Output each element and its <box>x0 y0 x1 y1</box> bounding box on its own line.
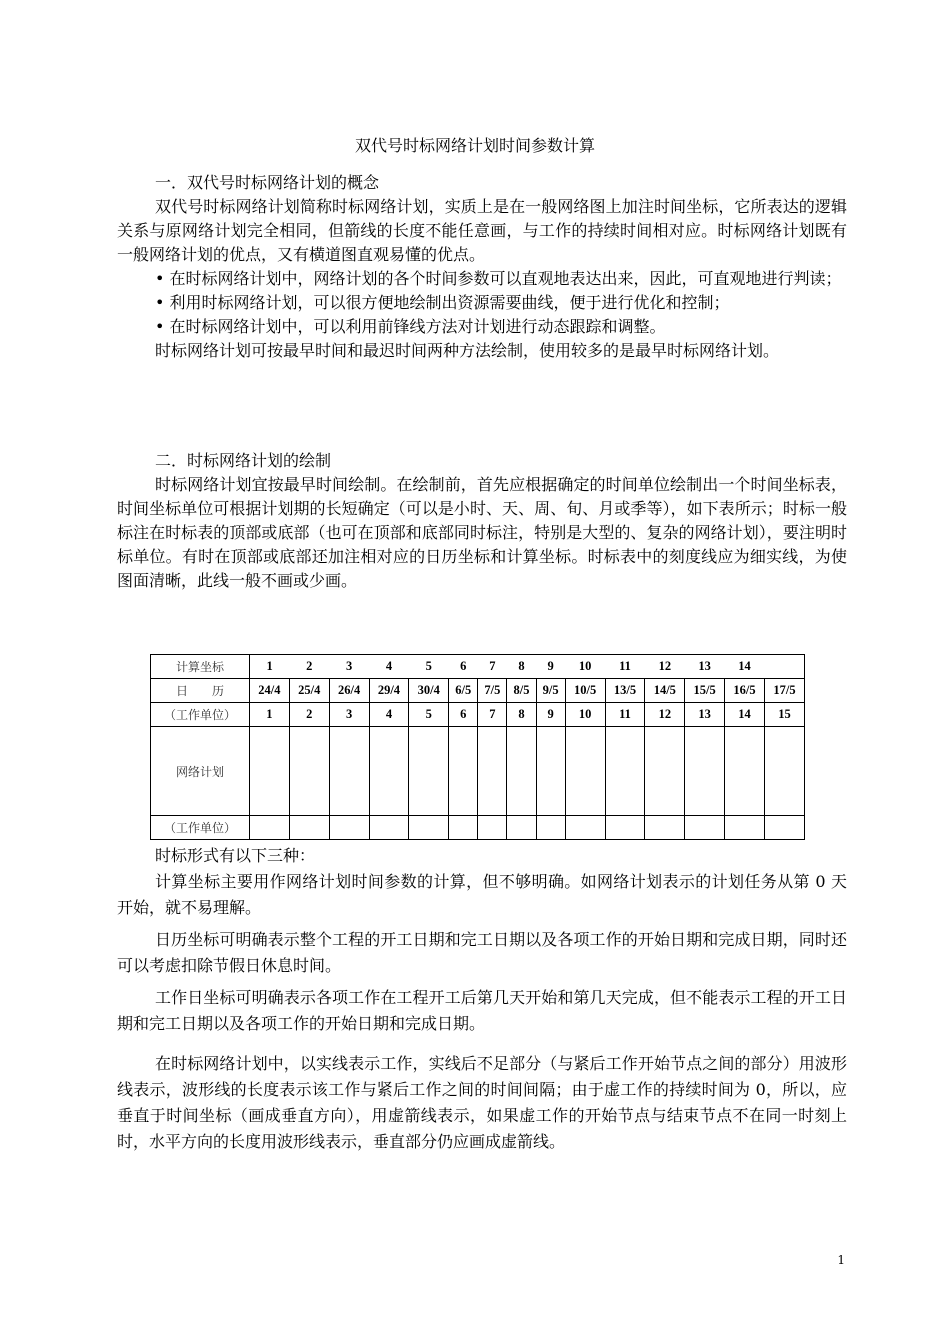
page-number: 1 <box>837 1253 845 1267</box>
empty-cell <box>645 727 685 816</box>
row-label: （工作单位） <box>151 703 250 727</box>
document-title: 双代号时标网络计划时间参数计算 <box>354 136 595 155</box>
cell-dates: 8/5 <box>507 679 536 703</box>
empty-cell <box>507 816 536 840</box>
section-2 <box>117 449 847 593</box>
cell-calc: 7 <box>478 655 507 679</box>
cell-dates: 10/5 <box>565 679 605 703</box>
cell-units: 9 <box>536 703 565 727</box>
paragraph: 时标网络计划宜按最早时间绘制。在绘制前，首先应根据确定的时间单位绘制出一个时间坐标表，时间坐标单位可根据计划期的长短确定（可以是小时、天、周、旬、月或季等），如下表所示；时标一般标注在时标表的顶部或底部（也可在顶部和底部同时标注，特别是大型的、复杂的网络计划），要注明时标单位。有时在顶部或底部还加注相对应的日历坐标和计算坐标。时标表中的刻度线应为细实线，为使图面清晰，此线一般不画或少画。 <box>117 475 847 590</box>
paragraph: 时标形式有以下三种： <box>155 846 316 865</box>
section-1 <box>117 171 847 363</box>
empty-cell <box>536 727 565 816</box>
cell-calc: 4 <box>369 655 409 679</box>
empty-cell <box>449 727 478 816</box>
empty-cell <box>605 816 645 840</box>
cell-dates: 17/5 <box>764 679 804 703</box>
empty-cell <box>369 816 409 840</box>
empty-cell <box>478 727 507 816</box>
cell-units: 4 <box>369 703 409 727</box>
cell-units: 2 <box>289 703 329 727</box>
paragraph: 计算坐标主要用作网络计划时间参数的计算，但不够明确。如网络计划表示的计划任务从第 0 天开始，就不易理解。 <box>117 872 847 917</box>
paragraph: 在时标网络计划中，以实线表示工作，实线后不足部分（与紧后工作开始节点之间的部分）用波形线表示，波形线的长度表示该工作与紧后工作之间的时间间隔；由于虚工作的持续时间为 0，所以，应垂直于时间坐标（画成垂直方向），用虚箭线表示，如果虚工作的开始节点与结束节点不在同一时刻上时，水平方向的长度用波形线表示，垂直部分仍应画成虚箭线。 <box>117 1054 847 1151</box>
cell-dates: 24/4 <box>250 679 290 703</box>
row-label: 网络计划 <box>151 727 250 816</box>
cell-units: 1 <box>250 703 290 727</box>
paragraph: 工作日坐标可明确表示各项工作在工程开工后第几天开始和第几天完成，但不能表示工程的开工日期和完工日期以及各项工作的开始日期和完成日期。 <box>117 988 847 1033</box>
cell-units: 10 <box>565 703 605 727</box>
empty-cell <box>536 816 565 840</box>
empty-cell <box>289 816 329 840</box>
empty-cell <box>478 816 507 840</box>
empty-cell <box>289 727 329 816</box>
cell-units: 3 <box>329 703 369 727</box>
empty-cell <box>645 816 685 840</box>
cell-dates: 16/5 <box>725 679 765 703</box>
cell-units: 13 <box>685 703 725 727</box>
section-1-heading: 一．双代号时标网络计划的概念 <box>155 173 380 192</box>
empty-cell <box>329 727 369 816</box>
paragraph: 双代号时标网络计划简称时标网络计划，实质上是在一般网络图上加注时间坐标，它所表达的逻辑关系与原网络计划完全相同，但箭线的长度不能任意画，与工作的持续时间相对应。时标网络计划既有一般网络计划的优点，又有横道图直观易懂的优点。 <box>117 197 847 264</box>
empty-cell <box>605 727 645 816</box>
empty-cell <box>685 727 725 816</box>
empty-cell <box>764 727 804 816</box>
cell-calc: 12 <box>645 655 685 679</box>
cell-units: 7 <box>478 703 507 727</box>
section-2-heading: 二．时标网络计划的绘制 <box>155 451 332 470</box>
cell-dates: 29/4 <box>369 679 409 703</box>
section-forms <box>117 843 847 1155</box>
cell-dates: 9/5 <box>536 679 565 703</box>
cell-calc: 6 <box>449 655 478 679</box>
cell-calc: 5 <box>409 655 449 679</box>
cell-dates: 7/5 <box>478 679 507 703</box>
paragraph: 时标网络计划可按最早时间和最迟时间两种方法绘制，使用较多的是最早时标网络计划。 <box>155 341 780 360</box>
empty-cell <box>250 727 290 816</box>
cell-units: 8 <box>507 703 536 727</box>
empty-cell <box>409 816 449 840</box>
paragraph: 日历坐标可明确表示整个工程的开工日期和完工日期以及各项工作的开始日期和完成日期，同时还可以考虑扣除节假日休息时间。 <box>117 930 847 975</box>
cell-dates: 6/5 <box>449 679 478 703</box>
cell-calc <box>764 655 804 679</box>
cell-units: 11 <box>605 703 645 727</box>
row-label: 计算坐标 <box>151 655 250 679</box>
cell-units: 12 <box>645 703 685 727</box>
cell-units: 6 <box>449 703 478 727</box>
empty-cell <box>565 727 605 816</box>
empty-cell <box>329 816 369 840</box>
cell-calc: 11 <box>605 655 645 679</box>
cell-dates: 25/4 <box>289 679 329 703</box>
bullet-item: • 在时标网络计划中，网络计划的各个时间参数可以直观地表达出来，因此，可直观地进行判读； <box>155 269 842 288</box>
empty-cell <box>409 727 449 816</box>
cell-dates: 14/5 <box>645 679 685 703</box>
empty-cell <box>250 816 290 840</box>
empty-cell <box>725 816 765 840</box>
empty-cell <box>685 816 725 840</box>
cell-calc: 2 <box>289 655 329 679</box>
empty-cell <box>565 816 605 840</box>
cell-dates: 26/4 <box>329 679 369 703</box>
bullet-item: • 在时标网络计划中，可以利用前锋线方法对计划进行动态跟踪和调整。 <box>155 317 666 336</box>
cell-dates: 15/5 <box>685 679 725 703</box>
cell-units: 5 <box>409 703 449 727</box>
cell-dates: 13/5 <box>605 679 645 703</box>
time-scale-table <box>150 654 805 840</box>
cell-calc: 3 <box>329 655 369 679</box>
cell-calc: 14 <box>725 655 765 679</box>
cell-units: 15 <box>764 703 804 727</box>
empty-cell <box>764 816 804 840</box>
row-label: 日 历 <box>151 679 250 703</box>
cell-units: 14 <box>725 703 765 727</box>
empty-cell <box>507 727 536 816</box>
cell-calc: 13 <box>685 655 725 679</box>
empty-cell <box>369 727 409 816</box>
cell-calc: 8 <box>507 655 536 679</box>
cell-calc: 9 <box>536 655 565 679</box>
empty-cell <box>725 727 765 816</box>
empty-cell <box>449 816 478 840</box>
cell-calc: 1 <box>250 655 290 679</box>
cell-dates: 30/4 <box>409 679 449 703</box>
cell-calc: 10 <box>565 655 605 679</box>
row-label: （工作单位） <box>151 816 250 840</box>
bullet-item: • 利用时标网络计划，可以很方便地绘制出资源需要曲线，便于进行优化和控制； <box>155 293 730 312</box>
